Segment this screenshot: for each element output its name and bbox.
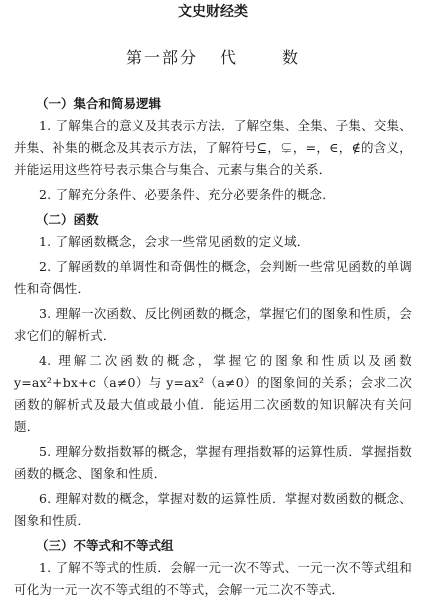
paragraph: 1. 了解函数概念，会求一些常见函数的定义域． (39, 234, 310, 249)
paragraph: 2. 了解函数的单调性和奇偶性的概念，会判断一些常见函数的单调性和奇偶性． (14, 259, 412, 296)
document-title: 文史财经类 (178, 4, 248, 20)
part-title-word-1: 代 (219, 48, 238, 67)
paragraph: 6. 理解对数的概念，掌握对数的运算性质．掌握对数函数的概念、图象和性质． (14, 491, 412, 528)
paragraph: 5. 理解分数指数幂的概念，掌握有理指数幂的运算性质．掌握指数函数的概念、图象和性质． (14, 444, 412, 481)
section-heading-inequalities: （三）不等式和不等式组 (36, 538, 174, 553)
paragraph: 2. 了解充分条件、必要条件、充分必要条件的概念． (39, 187, 335, 202)
part-title-word-2: 数 (282, 48, 301, 67)
part-title-prefix: 第一部分 (125, 48, 198, 67)
paragraph: 4. 理解二次函数的概念，掌握它的图象和性质以及函数 y=ax²+bx+c（a≠0）与 y=ax²（a≠0）的图象间的关系；会求二次函数的解析式及最大值或最小值．能运用二次函数的知识解决有关问题． (14, 353, 412, 434)
paragraph: 1. 了解集合的意义及其表示方法．了解空集、全集、子集、交集、并集、补集的概念及其表示方法，了解符号⊆，⊊，=，∈，∉的含义，并能运用这些符号表示集合与集合、元素与集合的关系． (14, 118, 412, 177)
paragraph: 3. 理解一次函数、反比例函数的概念，掌握它们的图象和性质，会求它们的解析式． (14, 306, 412, 343)
part-title (14, 47, 412, 69)
section-heading-functions: （二）函数 (36, 212, 99, 227)
paragraph: 1. 了解不等式的性质．会解一元一次不等式、一元一次不等式组和可化为一元一次不等式组的不等式，会解一元二次不等式． (14, 560, 412, 597)
section-heading-sets-logic: （一）集合和简易逻辑 (36, 96, 162, 111)
